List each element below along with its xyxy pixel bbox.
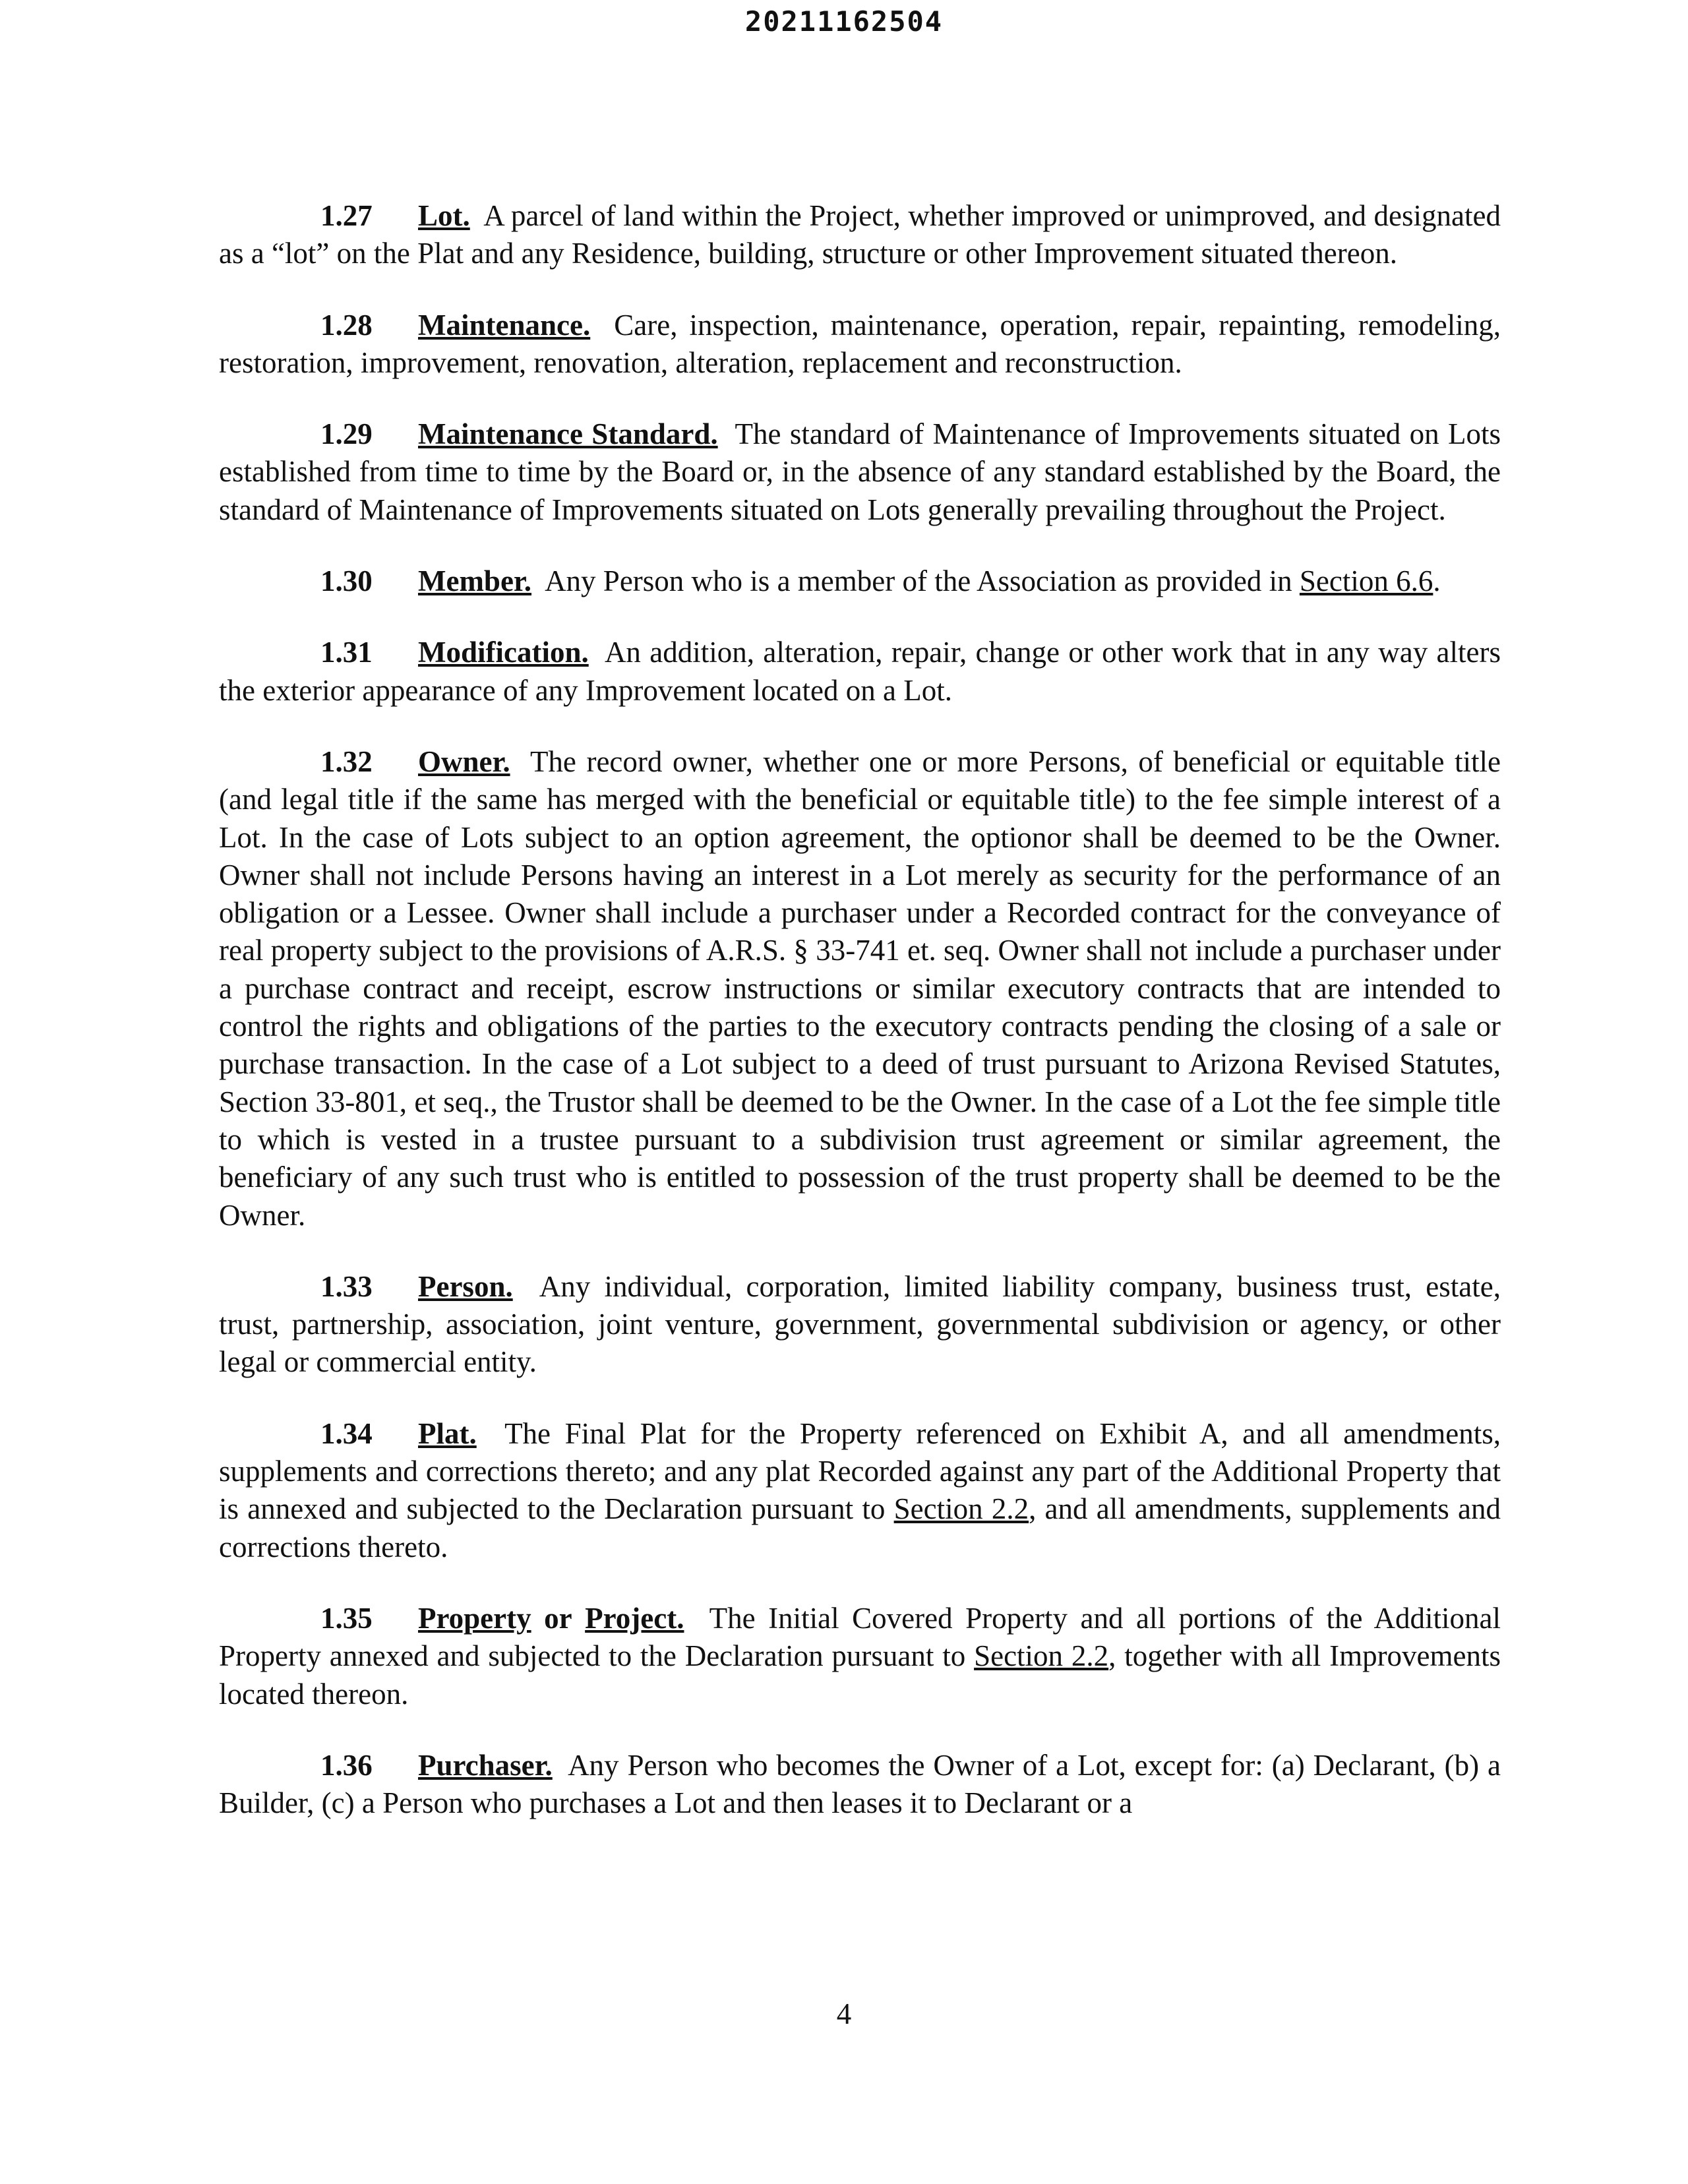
section-1-31: [219, 634, 1501, 710]
section-1-27: [219, 197, 1501, 273]
section-reference: Section 2.2: [893, 1492, 1029, 1526]
section-number: 1.29: [320, 417, 373, 451]
defined-term-project: Project.: [585, 1601, 684, 1635]
section-1-28: [219, 307, 1501, 382]
defined-term-property: Property: [418, 1601, 531, 1635]
section-number: 1.34: [320, 1416, 373, 1450]
definition-text: Any individual, corporation, limited liability company, business trust, estate, trust, partnership, association, joint venture, government, governmental subdivision or agency, or other legal or commercial entity.: [219, 1269, 1501, 1379]
definition-text-after: , and all amendments, supplements and corrections thereto.: [219, 1492, 1501, 1563]
section-number: 1.32: [320, 744, 373, 778]
defined-term: Maintenance Standard.: [418, 417, 718, 451]
document-body: [219, 197, 1501, 1856]
defined-term: Maintenance.: [418, 308, 591, 342]
section-number: 1.33: [320, 1269, 373, 1303]
section-number: 1.30: [320, 564, 373, 598]
definition-text: The standard of Maintenance of Improvements situated on Lots established from time to time by the Board or, in the absence of any standard established by the Board, the standard of Maintenance of Improvements situated on Lots generally prevailing throughout the Project.: [219, 417, 1501, 526]
definition-text-after: .: [1433, 564, 1441, 598]
defined-term-or: or: [544, 1601, 572, 1635]
defined-term: Owner.: [418, 744, 510, 778]
section-reference: Section 6.6: [1299, 564, 1433, 598]
definition-text: Any Person who is a member of the Association as provided in: [545, 564, 1292, 598]
defined-term: Member.: [418, 564, 532, 598]
definition-text: The Final Plat for the Property referenced on Exhibit A, and all amendments, supplements and corrections thereto; and any plat Recorded against any part of the Additional Property that is annexed and subjected to the Declaration pursuant to: [219, 1416, 1501, 1526]
section-reference: Section 2.2: [974, 1639, 1109, 1673]
section-1-36: [219, 1747, 1501, 1823]
defined-term: Person.: [418, 1269, 513, 1303]
definition-text: An addition, alteration, repair, change or other work that in any way alters the exterior appearance of any Improvement located on a Lot.: [219, 636, 1501, 707]
definition-text-after: , together with all Improvements located thereon.: [219, 1639, 1501, 1711]
defined-term: Plat.: [418, 1416, 477, 1450]
section-1-35: [219, 1600, 1501, 1713]
section-number: 1.27: [320, 199, 373, 232]
section-number: 1.36: [320, 1748, 373, 1782]
definition-text: A parcel of land within the Project, whether improved or unimproved, and designated as a “lot” on the Plat and any Residence, building, structure or other Improvement situated thereon.: [219, 199, 1501, 270]
definition-text: The record owner, whether one or more Persons, of beneficial or equitable title (and legal title if the same has merged with the beneficial or equitable title) to the fee simple interest of a Lot. In the case of Lots subject to an option agreement, the optionor shall be deemed to be the Owner. Owner shall not include Persons having an interest in a Lot merely as security for the performance of an obligation or a Lessee. Owner shall include a purchaser under a Recorded contract for the conveyance of real property subject to the provisions of A.R.S. § 33-741 et. seq. Owner shall not include a purchaser under a purchase contract and receipt, escrow instructions or similar executory contracts that are intended to control the rights and obligations of the parties to the executory contracts pending the closing of a sale or purchase transaction. In the case of a Lot subject to a deed of trust pursuant to Arizona Revised Statutes, Section 33-801, et seq., the Trustor shall be deemed to be the Owner. In the case of a Lot the fee simple title to which is vested in a trustee pursuant to a subdivision trust agreement or similar agreement, the beneficiary of any such trust who is entitled to possession of the trust property shall be deemed to be the Owner.: [219, 744, 1501, 1232]
definition-text: The Initial Covered Property and all portions of the Additional Property annexed and subjected to the Declaration pursuant to: [219, 1601, 1501, 1673]
defined-term: Lot.: [418, 199, 470, 232]
section-1-32: [219, 743, 1501, 1234]
page-number: 4: [836, 1997, 852, 2030]
definition-text: Any Person who becomes the Owner of a Lot, except for: (a) Declarant, (b) a Builder, (c) a Person who purchases a Lot and then leases it to Declarant or a: [219, 1748, 1501, 1820]
section-number: 1.35: [320, 1601, 373, 1635]
section-1-33: [219, 1268, 1501, 1381]
document-number: 20211162504: [744, 5, 944, 38]
section-1-30: [219, 562, 1501, 600]
section-number: 1.31: [320, 636, 373, 669]
defined-term: Purchaser.: [418, 1748, 553, 1782]
definition-text: Care, inspection, maintenance, operation, repair, repainting, remodeling, restoration, improvement, renovation, alteration, replacement and reconstruction.: [219, 308, 1501, 379]
section-number: 1.28: [320, 308, 373, 342]
defined-term: Modification.: [418, 636, 589, 669]
section-1-29: [219, 415, 1501, 529]
section-1-34: [219, 1415, 1501, 1566]
